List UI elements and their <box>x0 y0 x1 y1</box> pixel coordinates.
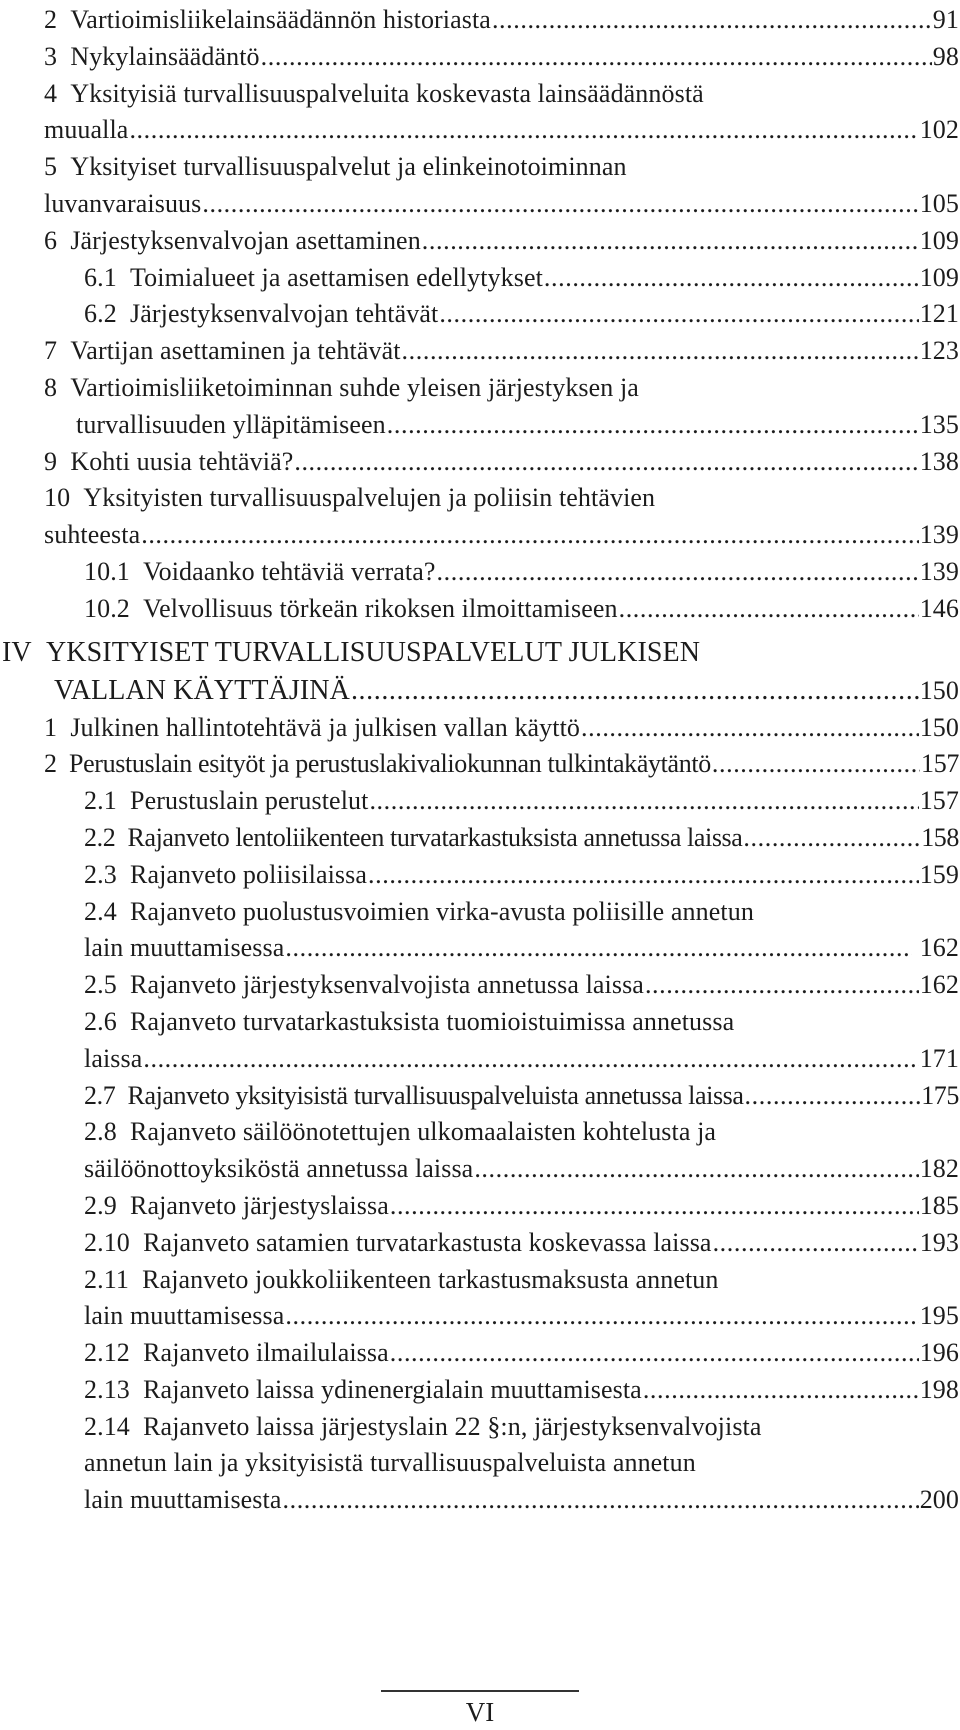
toc-entry-title: Vartioimisliikelainsäädännön historiasta <box>70 5 491 34</box>
toc-entry-number: 10 <box>44 483 71 513</box>
toc-entry-page: 159 <box>919 859 959 889</box>
toc-entry-title-cont: annetun lain ja yksityisistä turvallisuuspalveluista annetun <box>84 1448 696 1478</box>
toc-entry-page: 150 <box>919 712 959 742</box>
toc-entry-number: 7 <box>44 336 58 366</box>
toc-entry-title: Rajanveto järjestyslaissa <box>130 1190 389 1220</box>
leader-dots <box>143 1041 918 1078</box>
leader-dots <box>390 1335 919 1372</box>
toc-entry-title: Rajanveto laissa ydinenergialain muuttamisesta <box>143 1374 642 1404</box>
toc-entry-page: 102 <box>919 115 959 145</box>
toc-entry[interactable] <box>44 554 959 591</box>
toc-part-title-cont: VALLAN KÄYTTÄJINÄ <box>54 674 350 706</box>
leader-dots <box>544 260 919 297</box>
toc-entry-title: Vartijan asettaminen ja tehtävät <box>70 336 401 366</box>
leader-dots <box>285 930 912 967</box>
toc-entry-number: 2.5 <box>84 970 117 1000</box>
toc-entry-title: Yksityisten turvallisuuspalvelujen ja poliisin tehtävien <box>83 483 656 513</box>
toc-entry-page: 196 <box>919 1338 959 1368</box>
toc-entry-title: Rajanveto järjestyksenvalvojista annetussa laissa <box>130 970 644 1000</box>
toc-entry-page: 157 <box>919 786 959 816</box>
toc-entry-number: 2.4 <box>84 896 117 926</box>
toc-entry-title: Yksityisiä turvallisuuspalveluita koskevasta lainsäädännöstä <box>70 78 704 108</box>
leader-dots <box>402 333 919 370</box>
toc-entry-title-cont: säilöönottoyksiköstä annetussa laissa <box>84 1154 474 1184</box>
toc-entry-number: 2.3 <box>84 859 117 889</box>
toc-entry[interactable] <box>44 260 959 297</box>
toc-entry-title: Perustuslain perustelut <box>130 786 369 816</box>
toc-entry-continuation[interactable] <box>44 1298 959 1335</box>
toc-entry-title: Järjestyksenvalvojan tehtävät <box>130 299 439 329</box>
toc-entry-number: 2.6 <box>84 1006 117 1036</box>
leader-dots <box>285 1298 918 1335</box>
toc-entry-title: Rajanveto puolustusvoimien virka-avusta poliisille annetun <box>130 896 754 926</box>
leader-dots <box>745 1078 921 1115</box>
toc-entry-title: Nykylainsäädäntö <box>70 41 260 71</box>
toc-entry-continuation[interactable] <box>44 186 959 223</box>
toc-entry-number: 3 <box>44 41 58 71</box>
toc-entry-title: Rajanveto yksityisistä turvallisuuspalveluista annetussa laissa <box>127 1080 744 1110</box>
toc-entry[interactable] <box>44 1372 959 1409</box>
table-of-contents <box>2 0 959 1519</box>
toc-entry[interactable] <box>44 783 959 820</box>
toc-entry-page: 200 <box>919 1485 959 1515</box>
toc-entry-page: 105 <box>919 188 959 218</box>
toc-entry-page: 139 <box>919 556 959 586</box>
toc-entry-title: Perustuslain esityöt ja perustuslakivaliokunnan tulkintakäytäntö <box>68 749 711 779</box>
toc-entry[interactable] <box>44 149 959 186</box>
toc-entry-page: 121 <box>919 299 959 329</box>
toc-entry-continuation[interactable] <box>44 407 959 444</box>
leader-dots <box>712 746 920 783</box>
toc-entry-number: 10.2 <box>84 593 130 623</box>
toc-entry-number: 6.2 <box>84 299 117 329</box>
toc-entry-page: 139 <box>919 520 959 550</box>
toc-entry-title-cont: muualla <box>44 115 129 145</box>
toc-entry-page: 109 <box>919 225 959 255</box>
toc-entry-page: 185 <box>919 1190 959 1220</box>
toc-entry-title: Rajanveto joukkoliikenteen tarkastusmaksusta annetun <box>142 1264 719 1294</box>
toc-entry-number: 2.8 <box>84 1117 117 1147</box>
toc-entry[interactable] <box>44 820 959 857</box>
toc-entry-page: 109 <box>919 262 959 292</box>
toc-entry-page: 157 <box>921 749 959 779</box>
toc-entry[interactable] <box>44 76 959 113</box>
toc-entry-number: 10.1 <box>84 556 130 586</box>
toc-entry-title-cont: turvallisuuden ylläpitämiseen <box>76 409 386 439</box>
toc-entry-continuation[interactable] <box>44 1445 959 1482</box>
toc-entry-number: 1 <box>44 712 58 742</box>
toc-entry[interactable] <box>44 1409 959 1446</box>
toc-entry-title: Rajanveto säilöönotettujen ulkomaalaisten kohtelusta ja <box>130 1117 717 1147</box>
footer-rule <box>381 1690 579 1692</box>
toc-entry-number: 2 <box>44 749 57 779</box>
toc-entry-title: Rajanveto turvatarkastuksista tuomioistuimissa annetussa <box>130 1006 735 1036</box>
toc-entry-number: 2.9 <box>84 1190 117 1220</box>
leader-dots <box>492 2 932 39</box>
leader-dots <box>369 783 918 820</box>
toc-entry[interactable] <box>44 1335 959 1372</box>
toc-entry-title-cont: lain muuttamisesta <box>84 1485 282 1515</box>
toc-entry[interactable] <box>44 223 959 260</box>
toc-entry-title: Julkinen hallintotehtävä ja julkisen vallan käyttö <box>70 712 581 742</box>
leader-dots <box>422 223 919 260</box>
toc-entry-number: 2.14 <box>84 1411 130 1441</box>
leader-dots <box>645 967 919 1004</box>
leader-dots <box>294 444 918 481</box>
toc-entry-number: 2.12 <box>84 1338 130 1368</box>
toc-entry-number: 2.13 <box>84 1374 130 1404</box>
toc-entry-title-cont: luvanvaraisuus <box>44 188 202 218</box>
toc-entry-continuation[interactable] <box>44 517 959 554</box>
leader-dots <box>619 591 919 628</box>
toc-entry-number: 5 <box>44 152 58 182</box>
toc-entry-number: 2.2 <box>84 822 116 852</box>
toc-entry-number: 6 <box>44 225 58 255</box>
leader-dots <box>474 1151 918 1188</box>
toc-entry-page: 175 <box>921 1080 959 1110</box>
toc-entry-title-cont: lain muuttamisessa <box>84 933 285 963</box>
leader-dots <box>387 407 919 444</box>
toc-entry-page: 171 <box>919 1043 959 1073</box>
toc-part-heading[interactable] <box>2 634 959 672</box>
toc-entry-number: 6.1 <box>84 262 117 292</box>
toc-entry-number: 2.11 <box>84 1264 129 1294</box>
toc-entry-continuation[interactable] <box>44 1151 959 1188</box>
toc-entry[interactable] <box>44 296 959 333</box>
toc-entry[interactable] <box>44 591 959 628</box>
toc-entry[interactable] <box>44 480 959 517</box>
toc-entry-number: 8 <box>44 372 58 402</box>
toc-entry[interactable] <box>44 370 959 407</box>
toc-entry-title: Rajanveto laissa järjestyslain 22 §:n, järjestyksenvalvojista <box>143 1411 762 1441</box>
toc-entry-continuation[interactable] <box>44 112 959 149</box>
leader-dots <box>261 39 932 76</box>
leader-dots <box>390 1188 919 1225</box>
toc-entry[interactable] <box>44 333 959 370</box>
toc-entry[interactable] <box>44 967 959 1004</box>
leader-dots <box>643 1372 919 1409</box>
toc-entry-title: Toimialueet ja asettamisen edellytykset <box>130 262 543 292</box>
toc-entry-page: 162 <box>919 970 959 1000</box>
leader-dots <box>437 554 919 591</box>
toc-entry-number: 2.7 <box>84 1080 116 1110</box>
toc-entry-page: 146 <box>919 593 959 623</box>
toc-part-number: IV <box>2 636 32 668</box>
toc-entry[interactable] <box>44 1004 959 1041</box>
leader-dots <box>283 1482 919 1519</box>
toc-entry-page: 91 <box>932 5 959 34</box>
toc-entry-title-cont: laissa <box>84 1043 143 1073</box>
toc-entry[interactable] <box>44 39 959 76</box>
leader-dots <box>439 296 918 333</box>
toc-entry-title: Järjestyksenvalvojan asettaminen <box>70 225 421 255</box>
toc-entry[interactable] <box>44 2 959 39</box>
toc-entry-title-cont: suhteesta <box>44 520 141 550</box>
toc-entry-page: 123 <box>919 336 959 366</box>
toc-part-title: YKSITYISET TURVALLISUUSPALVELUT JULKISEN <box>45 636 701 668</box>
toc-entry-page: 138 <box>919 446 959 476</box>
toc-entry[interactable] <box>44 1114 959 1151</box>
toc-entry-continuation[interactable] <box>44 1041 959 1078</box>
toc-entry-title: Kohti uusia tehtäviä? <box>70 446 294 476</box>
toc-entry-page: 182 <box>919 1154 959 1184</box>
toc-entry-title: Voidaanko tehtäviä verrata? <box>143 556 436 586</box>
toc-entry-title: Rajanveto poliisilaissa <box>130 859 368 889</box>
toc-entry-title-cont: lain muuttamisessa <box>84 1301 285 1331</box>
toc-entry-number: 2.1 <box>84 786 117 816</box>
toc-entry[interactable] <box>44 1262 959 1299</box>
toc-entry[interactable] <box>44 746 959 783</box>
toc-entry-title: Rajanveto satamien turvatarkastusta koskevassa laissa <box>143 1227 712 1257</box>
toc-entry-title: Rajanveto lentoliikenteen turvatarkastuksista annetussa laissa <box>127 822 743 852</box>
toc-entry-page: 195 <box>919 1301 959 1331</box>
toc-entry-title: Vartioimisliiketoiminnan suhde yleisen järjestyksen ja <box>70 372 639 402</box>
toc-entry-title: Rajanveto ilmailulaissa <box>143 1338 389 1368</box>
toc-entry[interactable] <box>44 1078 959 1115</box>
leader-dots <box>581 710 919 747</box>
toc-entry-number: 4 <box>44 78 58 108</box>
toc-entry[interactable] <box>44 894 959 931</box>
leader-dots <box>351 672 919 710</box>
leader-dots <box>129 112 918 149</box>
leader-dots <box>202 186 918 223</box>
toc-entry[interactable] <box>44 1188 959 1225</box>
leader-dots <box>713 1225 919 1262</box>
toc-entry-number: 2.10 <box>84 1227 130 1257</box>
leader-dots <box>368 857 919 894</box>
toc-entry-page: 193 <box>919 1227 959 1257</box>
toc-entry[interactable] <box>44 444 959 481</box>
toc-entry-title: Velvollisuus törkeän rikoksen ilmoittamiseen <box>143 593 618 623</box>
toc-entry-page: 198 <box>919 1374 959 1404</box>
toc-entry-page: 158 <box>921 822 959 852</box>
toc-entry-number: 2 <box>44 5 58 34</box>
toc-entry[interactable] <box>44 857 959 894</box>
toc-entry-continuation[interactable] <box>44 672 959 710</box>
toc-entry-continuation[interactable] <box>44 1482 959 1519</box>
footer-page-number: VI <box>465 1697 495 1727</box>
toc-entry-title: Yksityiset turvallisuuspalvelut ja elinkeinotoiminnan <box>70 152 627 182</box>
toc-entry-page: 150 <box>919 675 959 705</box>
toc-entry-page: 162 <box>913 933 959 963</box>
toc-entry[interactable] <box>44 1225 959 1262</box>
toc-entry-page: 98 <box>932 41 959 71</box>
leader-dots <box>141 517 918 554</box>
toc-entry-number: 9 <box>44 446 58 476</box>
toc-entry-continuation[interactable] <box>44 930 959 967</box>
toc-entry-page: 135 <box>919 409 959 439</box>
leader-dots <box>743 820 920 857</box>
toc-entry[interactable] <box>44 710 959 747</box>
